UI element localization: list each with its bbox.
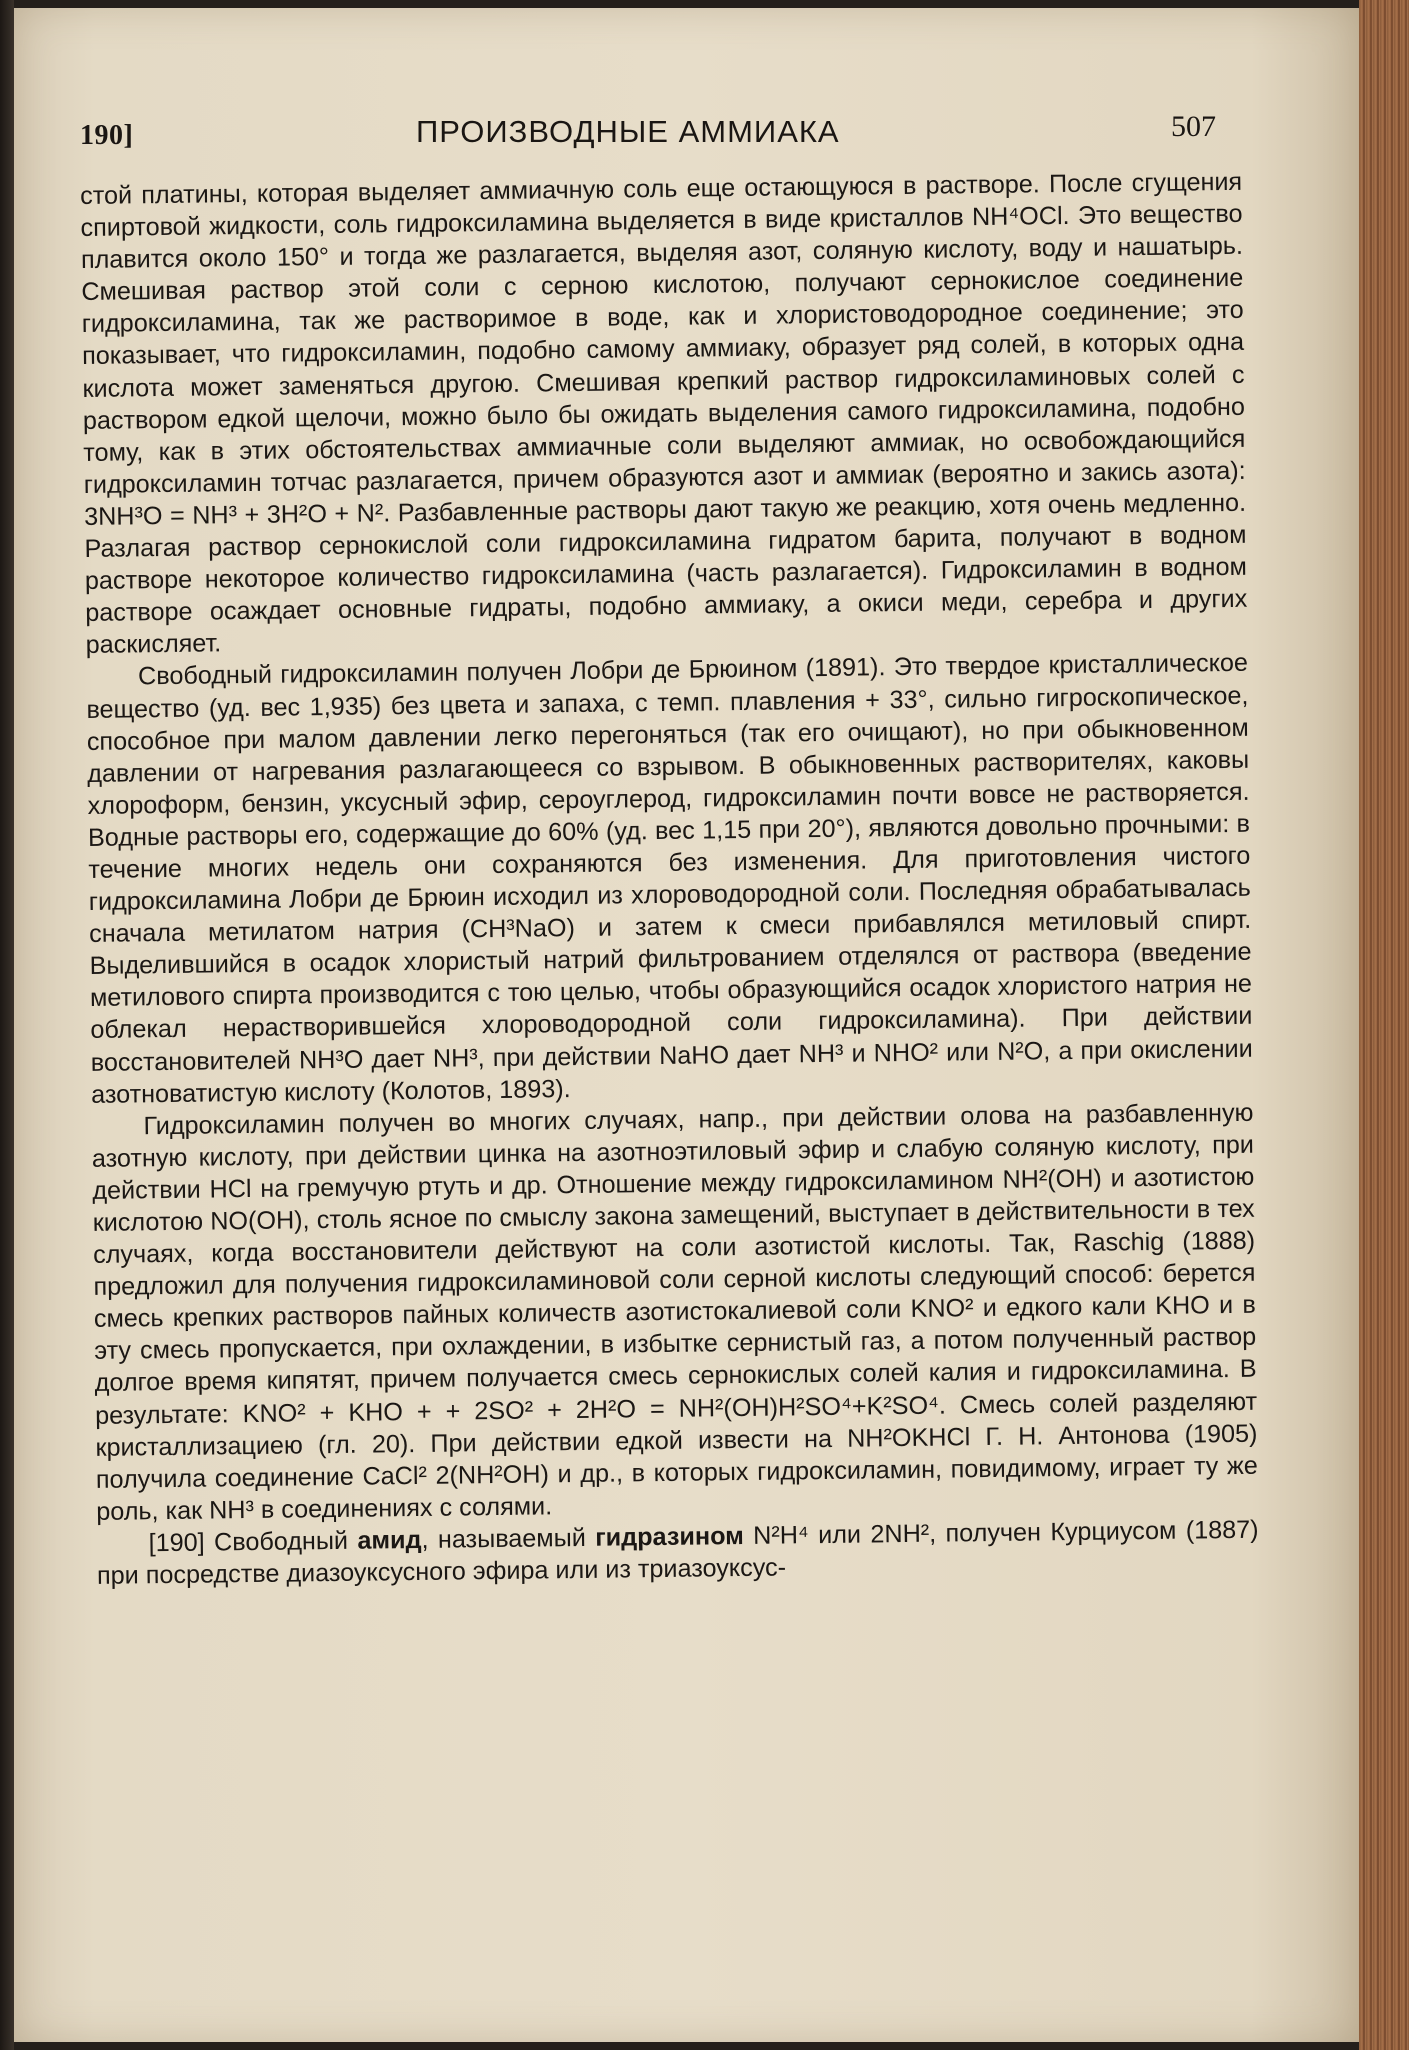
- page-edges: [1359, 0, 1409, 2050]
- paragraph-4: [96, 1514, 1259, 1592]
- paragraph-4-suffix: N²H⁴ или 2NH², получен Курциусом (1887) при посредстве диазоуксусного эфира или из триазоуксус-: [96, 1515, 1259, 1590]
- paragraph-2: Свободный гидроксиламин получен Лобри де Брюином (1891). Это твердое кристаллическое вещество (уд. вес 1,935) без цвета и запаха, с темп. плавления + 33°, сильно гигроскопическое, способное при малом давлении легко перегоняться (так его очищают), но при обыкновенном давлении от нагревания разлагающееся со взрывом. В обыкновенных растворителях, каковы хлороформ, бензин, уксусный эфир, сероуглерод, гидроксиламин почти вовсе не растворяется. Водные растворы его, содержащие до 60% (уд. вес 1,15 при 20°), являются довольно прочными: в течение многих недель они сохраняются без изменения. Для приготовления чистого гидроксиламина Лобри де Брюин исходил из хлороводородной соли. Последняя обрабатывалась сначала метилатом натрия (CH³NaO) и затем к смеси прибавлялся метиловый спирт. Выделившийся в осадок хлористый натрий фильтрованием отделялся от раствора (введение метилового спирта производится с тою целью, чтобы образующийся осадок хлористого натрия не облекал нерастворившейся хлороводородной соли гидроксиламина). При действии восстановителей NH³O дает NH³, при действии NaHO дает NH³ и NHO² или N²O, а при окислении азотноватистую кислоту (Колотов, 1893).: [86, 649, 1253, 1109]
- book-page: [14, 8, 1359, 2042]
- paragraph-4-prefix: [190] Свободный: [148, 1526, 358, 1558]
- term-hydrazine: гидразином: [595, 1521, 744, 1552]
- left-shadow: [0, 0, 14, 2050]
- paragraph-4-mid: , называемый: [421, 1523, 596, 1554]
- running-header: [76, 106, 1226, 156]
- page-number: 507: [1171, 110, 1216, 143]
- paragraph-3: Гидроксиламин получен во многих случаях, напр., при действии олова на разбавленную азотную кислоту, при действии цинка на азотноэтиловый эфир и слабую соляную кислоту, при действии HCl на гремучую ртуть и др. Отношение между гидроксиламином NH²(OH) и азотистою кислотою NO(OH), столь ясное по смыслу закона замещений, выступает в действительности в тех случаях, когда восстановители действуют на соли азотистой кислоты. Так, Raschig (1888) предложил для получения гидроксиламиновой соли серной кислоты следующий способ: берется смесь крепких растворов пайных количеств азотистокалиевой соли KNO² и едкого кали KHO и в эту смесь пропускается, при охлаждении, в избытке сернистый газ, а потом полученный раствор долгое время кипятят, причем получается смесь сернокислых солей калия и гидроксиламина. В результате: KNO² + KHO + + 2SO² + 2H²O = NH²(OH)H²SO⁴+K²SO⁴. Смесь солей разделяют кристаллизациею (гл. 20). При действии едкой извести на NH²OKHCl Г. Н. Антонова (1905) получила соединение CaCl² 2(NH²OH) и др., в которых гидроксиламин, повидимому, играет ту же роль, как NH³ в соединениях с солями.: [91, 1098, 1258, 1526]
- paragraph-1: стой платины, которая выделяет аммиачную соль еще остающуюся в растворе. После сгущения спиртовой жидкости, соль гидроксиламина выделяется в виде кристаллов NH⁴OCl. Это вещество плавится около 150° и тогда же разлагается, выделяя азот, соляную кислоту, воду и нашатырь. Смешивая раствор этой соли с серною кислотою, получают сернокислое соединение гидроксиламина, так же растворимое в воде, как и хлористоводородное соединение; это показывает, что гидроксиламин, подобно самому аммиаку, образует ряд солей, в которых одна кислота может заменяться другою. Смешивая крепкий раствор гидроксиламиновых солей с раствором едкой щелочи, можно было бы ожидать выделения самого гидроксиламина, подобно тому, как в этих обстоятельствах аммиачные соли выделяют аммиак, но освобождающийся гидроксиламин тотчас разлагается, причем образуются азот и аммиак (вероятно и закись азота): 3NH³O = NH³ + 3H²O + N². Разбавленные растворы дают такую же реакцию, хотя очень медленно. Разлагая раствор сернокислой соли гидроксиламина гидратом барита, получают в водном растворе некоторое количество гидроксиламина (часть разлагается). Гидроксиламин в водном растворе осаждает основные гидраты, подобно аммиаку, а окиси меди, серебра и других раскисляет.: [80, 167, 1248, 660]
- body-text: [80, 166, 1259, 1592]
- page-title: ПРОИЗВОДНЫЕ АММИАКА: [416, 114, 840, 149]
- term-amide: амид: [357, 1525, 422, 1555]
- section-number: 190]: [80, 120, 134, 151]
